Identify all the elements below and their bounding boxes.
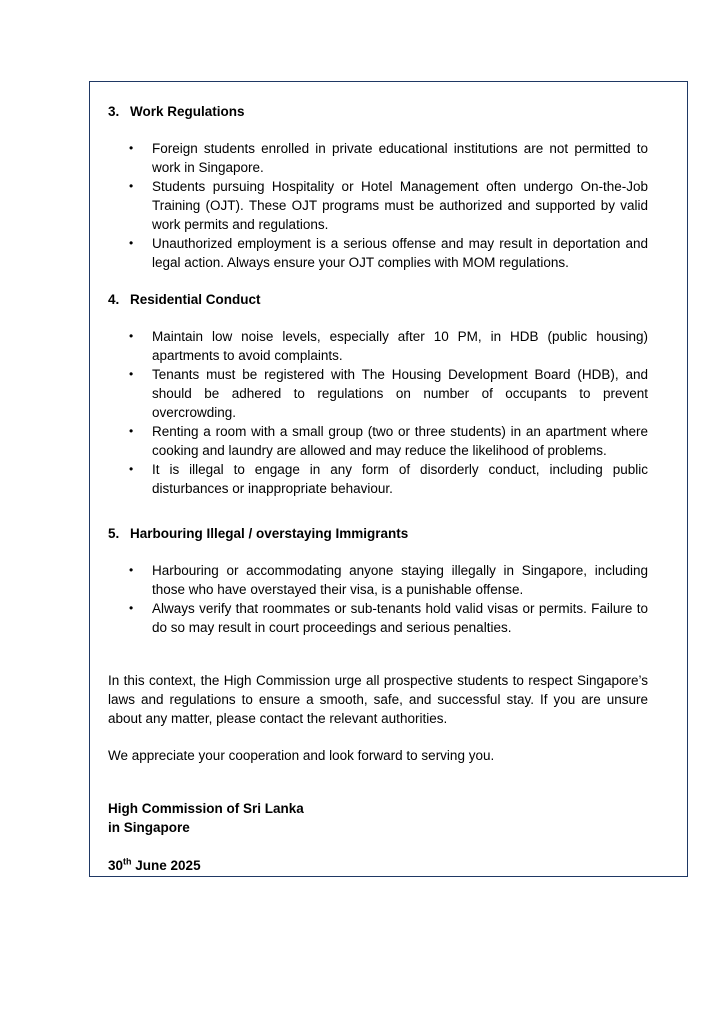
section-heading [108, 524, 648, 543]
section-number: 3. [108, 104, 120, 119]
closing-paragraph: In this context, the High Commission urge all prospective students to respect Singapore’s laws and regulations to ensure a smooth, safe, and successful stay. If you are unsure about any matter, please contact the relevant authorities. [108, 673, 648, 726]
section-number: 5. [108, 526, 120, 541]
list-item: • Renting a room with a small group (two or three students) in an apartment where cooking and laundry are allowed and may reduce the likelihood of problems. [108, 422, 648, 460]
section-title: Work Regulations [130, 104, 245, 119]
list-item: • Students pursuing Hospitality or Hotel Management often undergo On-the-Job Training (OJT). These OJT programs must be authorized and supported by valid work permits and regulations. [108, 177, 648, 234]
bullet-list [108, 561, 648, 637]
document-date [108, 856, 648, 875]
list-item: • Always verify that roommates or sub-tenants hold valid visas or permits. Failure to do so may result in court proceedings and serious penalties. [108, 599, 648, 637]
list-item: • It is illegal to engage in any form of disorderly conduct, including public disturbances or inappropriate behaviour. [108, 460, 648, 498]
signature-block [108, 799, 648, 837]
section-heading [108, 102, 648, 121]
document-body [108, 102, 648, 875]
bullet-list [108, 139, 648, 272]
section-heading [108, 290, 648, 309]
bullet-list [108, 327, 648, 498]
appreciation-text: We appreciate your cooperation and look forward to serving you. [108, 748, 495, 763]
section-title: Residential Conduct [130, 292, 261, 307]
list-item: • Unauthorized employment is a serious offense and may result in deportation and legal action. Always ensure your OJT complies with MOM regulations. [108, 234, 648, 272]
signature-line-1: High Commission of Sri Lanka [108, 801, 304, 816]
list-item: • Foreign students enrolled in private educational institutions are not permitted to work in Singapore. [108, 139, 648, 177]
signature-line-2: in Singapore [108, 820, 190, 835]
date-day: 30 [108, 858, 124, 873]
list-item: • Harbouring or accommodating anyone staying illegally in Singapore, including those who have overstayed their visa, is a punishable offense. [108, 561, 648, 599]
section-number: 4. [108, 292, 120, 307]
list-item: • Maintain low noise levels, especially after 10 PM, in HDB (public housing) apartments to avoid complaints. [108, 327, 648, 365]
list-item: • Tenants must be registered with The Housing Development Board (HDB), and should be adhered to regulations on number of occupants to prevent overcrowding. [108, 365, 648, 422]
date-month-year: June 2025 [131, 858, 201, 873]
section-title: Harbouring Illegal / overstaying Immigrants [130, 526, 409, 541]
date-suffix: th [123, 856, 132, 867]
